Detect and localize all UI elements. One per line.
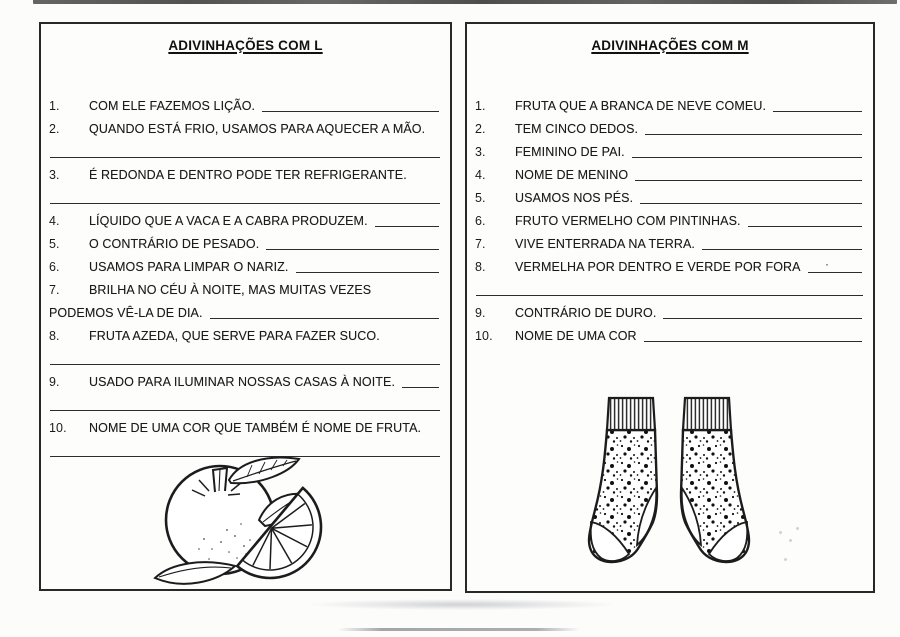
answer-line [296, 272, 440, 273]
answer-line-full [50, 410, 440, 411]
answer-line [748, 226, 862, 227]
answer-line-full [50, 364, 440, 365]
riddle-text: FRUTA QUE A BRANCA DE NEVE COMEU. [515, 99, 767, 113]
riddle-text: LÍQUIDO QUE A VACA E A CABRA PRODUZEM. [89, 214, 368, 228]
riddle-text: USAMOS NOS PÉS. [515, 191, 634, 205]
orange-icon [149, 454, 361, 609]
answer-line [645, 134, 862, 135]
riddle-row [49, 118, 441, 141]
item-number: 3. [475, 145, 486, 159]
answer-line [375, 226, 439, 227]
answer-line [663, 318, 862, 319]
riddle-row [475, 210, 864, 233]
item-number: 6. [49, 260, 60, 274]
answer-line [632, 157, 862, 158]
riddle-text: O CONTRÁRIO DE PESADO. [89, 237, 260, 251]
riddle-row [475, 118, 864, 141]
left-sock [589, 398, 657, 562]
riddle-text: FRUTA AZEDA, QUE SERVE PARA FAZER SUCO. [89, 329, 380, 343]
item-number: 5. [49, 237, 60, 251]
riddle-row [49, 210, 441, 233]
riddle-text: CONTRÁRIO DE DURO. [515, 306, 657, 320]
orange-illustration [149, 454, 361, 609]
socks-icon [585, 392, 781, 570]
riddle-row-continuation [49, 302, 441, 325]
item-number: 7. [49, 283, 60, 297]
riddle-row [475, 233, 864, 256]
riddle-text: NOME DE UMA COR QUE TAMBÉM É NOME DE FRUTA. [89, 421, 422, 435]
scan-edge-band [33, 0, 897, 4]
riddle-text: É REDONDA E DENTRO PODE TER REFRIGERANTE. [89, 168, 407, 182]
answer-line [262, 111, 439, 112]
answer-line [644, 341, 862, 342]
item-number: 8. [475, 260, 486, 274]
riddle-row [49, 164, 441, 187]
riddle-text: FRUTO VERMELHO COM PINTINHAS. [515, 214, 741, 228]
item-number: 10. [475, 329, 493, 343]
panel-title-m: ADIVINHAÇÕES COM M [591, 38, 749, 53]
riddle-text: USADO PARA ILUMINAR NOSSAS CASAS À NOITE. [89, 375, 396, 389]
riddle-row [49, 279, 441, 302]
answer-line-full [50, 157, 440, 158]
riddle-row [475, 95, 864, 118]
answer-line-full [476, 295, 863, 296]
item-number: 9. [475, 306, 486, 320]
riddle-text: NOME DE UMA COR [515, 329, 637, 343]
item-number: 3. [49, 168, 60, 182]
riddle-row [475, 325, 864, 348]
riddle-row [49, 256, 441, 279]
worksheet-panel-l [39, 22, 452, 591]
answer-line [702, 249, 862, 250]
riddle-row [49, 371, 441, 394]
item-number: 4. [475, 168, 486, 182]
item-number: 2. [475, 122, 486, 136]
riddle-text: PODEMOS VÊ-LA DE DIA. [49, 306, 203, 320]
item-number: 1. [49, 99, 60, 113]
riddle-text: QUANDO ESTÁ FRIO, USAMOS PARA AQUECER A MÃO. [89, 122, 426, 136]
riddle-list-m [467, 95, 873, 348]
riddle-row [49, 233, 441, 256]
answer-line [210, 318, 439, 319]
riddle-row [49, 417, 441, 440]
riddle-text: USAMOS PARA LIMPAR O NARIZ. [89, 260, 289, 274]
answer-line [635, 180, 862, 181]
worksheet-panel-m [465, 22, 875, 593]
item-number: 10. [49, 421, 67, 435]
item-number: 5. [475, 191, 486, 205]
item-number: 7. [475, 237, 486, 251]
item-number: 6. [475, 214, 486, 228]
answer-line-full [50, 203, 440, 204]
riddle-row [49, 95, 441, 118]
answer-line [808, 257, 862, 273]
scan-bottom-line [338, 628, 580, 631]
riddle-text: COM ELE FAZEMOS LIÇÃO. [89, 99, 256, 113]
answer-line [640, 203, 862, 204]
stray-ink-dot: · [825, 257, 829, 271]
riddle-text: FEMININO DE PAI. [515, 145, 625, 159]
item-number: 8. [49, 329, 60, 343]
riddle-row [475, 141, 864, 164]
item-number: 9. [49, 375, 60, 389]
riddle-row [475, 187, 864, 210]
answer-line [773, 111, 862, 112]
socks-illustration [585, 392, 781, 570]
riddle-row [475, 256, 864, 279]
riddle-text: NOME DE MENINO [515, 168, 629, 182]
riddle-text: VERMELHA POR DENTRO E VERDE POR FORA [515, 260, 801, 274]
item-number: 2. [49, 122, 60, 136]
answer-line [266, 249, 439, 250]
riddle-list-l [41, 95, 450, 457]
riddle-text: VIVE ENTERRADA NA TERRA. [515, 237, 695, 251]
riddle-row [49, 325, 441, 348]
item-number: 1. [475, 99, 486, 113]
right-sock [681, 398, 749, 562]
panel-title-l: ADIVINHAÇÕES COM L [168, 38, 323, 53]
riddle-row [475, 302, 864, 325]
riddle-text: BRILHA NO CÉU À NOITE, MAS MUITAS VEZES [89, 283, 372, 297]
item-number: 4. [49, 214, 60, 228]
answer-line [402, 387, 439, 388]
riddle-text: TEM CINCO DEDOS. [515, 122, 639, 136]
riddle-row [475, 164, 864, 187]
